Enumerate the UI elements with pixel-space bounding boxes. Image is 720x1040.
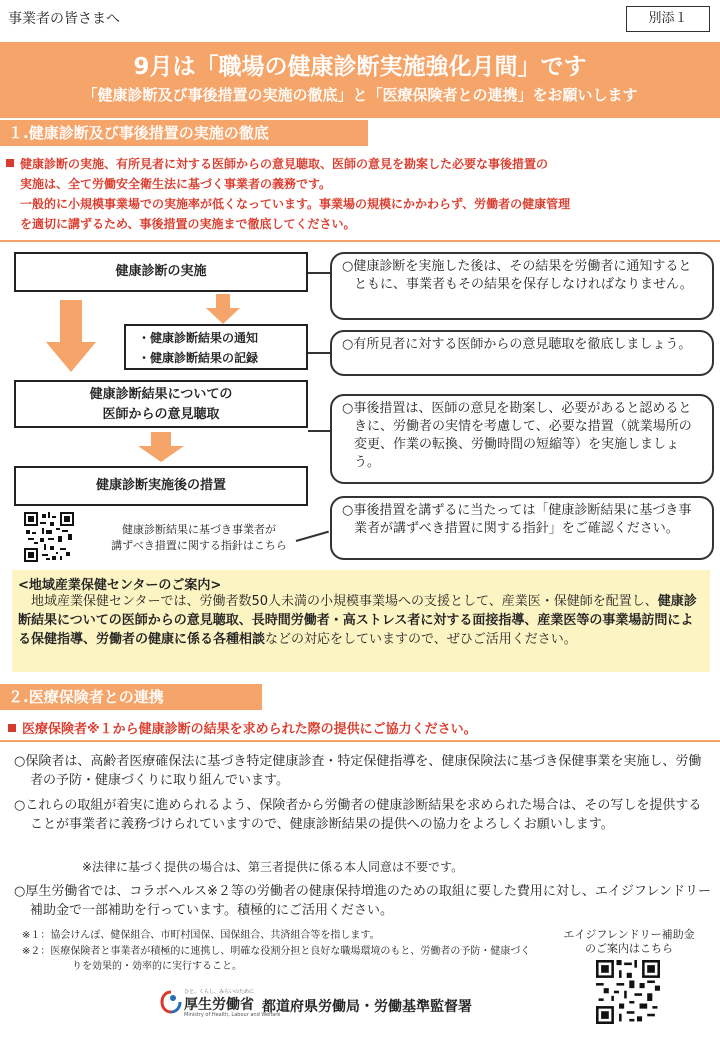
page-subtitle: 「健康診断及び事後措置の実施の徹底」と「医療保険者との連携」をお願いします <box>82 86 638 104</box>
note-bubble-opinion: ○有所見者に対する医師からの意見聴取を徹底しましょう。 <box>330 330 714 376</box>
footnote-1: ※１：協会けんぽ、健保組合、市町村国保、国保組合、共済組合等を指します。 <box>22 930 380 941</box>
ministry-tagline: ひと、くらし、みらいのために <box>184 989 255 995</box>
ministry-name: 厚生労働省 <box>184 997 254 1013</box>
flow-step-followup: 健康診断実施後の措置 <box>14 466 308 506</box>
flow-step-notify-record: ・健康診断結果の通知 ・健康診断結果の記録 <box>124 324 308 370</box>
flow-step-doctor-opinion: 健康診断結果についての 医師からの意見聴取 <box>14 380 308 428</box>
guideline-qr-code[interactable] <box>24 512 74 566</box>
section1-obligations <box>6 154 716 234</box>
subsidy-qr-code[interactable] <box>596 960 660 1028</box>
insurer-paragraph-2: ○これらの取組が着実に進められるよう、保険者から労働者の健康診断結果を求められた場合は、その写しを提供することが事業者に義務づけられていますので、健康診断結果の提供への協力をよろしくお願いします。 <box>14 798 702 832</box>
subsidy-paragraph: ○厚生労働省では、コラボヘルス※２等の労働者の健康保持増進のための取組に要した費用に対し、エイジフレンドリー補助金で一部補助を行っています。積極的にご活用ください。 <box>14 884 712 918</box>
obligation-line-2: 実施は、全て労働安全衛生法に基づく事業者の義務です。 <box>20 177 332 191</box>
ministry-logo-icon <box>160 990 182 1018</box>
guideline-qr-caption: 健康診断結果に基づき事業者が 講ずべき措置に関する指針はこちら <box>111 523 287 552</box>
section1-heading: １.健康診断及び事後措置の実施の徹底 <box>0 120 368 146</box>
flow-arrow-down-icon <box>138 432 184 462</box>
connector-line <box>308 272 330 274</box>
note-bubble-guideline: ○事後措置を講ずるに当たっては「健康診断結果に基づき事業者が講ずべき措置に関する指針」をご確認ください。 <box>330 496 714 560</box>
section2-heading: ２.医療保険者との連携 <box>0 684 262 710</box>
regional-center-title: <地域産業保健センターのご案内> <box>18 578 222 593</box>
flow-arrow-down-icon <box>46 300 96 372</box>
obligation-line-3: 一般的に小規模事業場での実施率が低くなっています。事業場の規模にかかわらず、労働者の健康管理 <box>20 197 571 211</box>
note-bubble-notify: ○健康診断を実施した後は、その結果を労働者に通知するとともに、事業者もその結果を保存しなければなりません。 <box>330 252 714 320</box>
insurer-paragraph-1: ○保険者は、高齢者医療確保法に基づき特定健康診査・特定保健指導を、健康保険法に基づき保健事業を実施し、労働者の予防・健康づくりに取り組んでいます。 <box>14 754 702 788</box>
issuing-office: 都道府県労働局・労働基準監督署 <box>262 999 472 1015</box>
attachment-label: 別添１ <box>626 6 710 32</box>
audience-label: 事業者の皆さまへ <box>8 11 120 27</box>
section2-divider <box>0 740 720 742</box>
connector-line <box>308 352 330 354</box>
square-bullet-icon <box>6 159 14 167</box>
consent-note: ※法律に基づく提供の場合は、第三者提供に係る本人同意は不要です。 <box>82 860 464 874</box>
square-bullet-icon <box>8 724 16 732</box>
obligation-line-4: を適切に講ずるため、事後措置の実施まで徹底してください。 <box>20 217 356 231</box>
flow-arrow-down-icon <box>206 294 240 324</box>
connector-line <box>308 430 330 432</box>
flow-step-checkup: 健康診断の実施 <box>14 252 308 292</box>
page-title: 9月は「職場の健康診断実施強化月間」です <box>133 54 587 80</box>
section2-lead: 医療保険者※１から健康診断の結果を求められた際の提供にご協力ください。 <box>8 718 718 737</box>
section1-divider <box>0 240 720 242</box>
note-bubble-measures: ○事後措置は、医師の意見を勘案し、必要があると認めるときに、労働者の実情を考慮して、必要な措置（就業場所の変更、作業の転換、労働時間の短縮等）を実施しましょう。 <box>330 394 714 484</box>
footnote-2: ※２：医療保険者と事業者が積極的に連携し、明確な役割分担と良好な職場環境のもと、労働者の予防・健康づくりを効果的・効率的に実行すること。 <box>22 946 531 972</box>
obligation-line-1: 健康診断の実施、有所見者に対する医師からの意見聴取、医師の意見を勘案した必要な事後措置の <box>6 154 716 174</box>
ministry-name-en: Ministry of Health, Labour and Welfare <box>184 1012 281 1018</box>
regional-center-text: 地域産業保健センターでは、労働者数50人未満の小規模事業場への支援として、産業医・保健師を配置し、健康診断結果についての医師からの意見聴取、長時間労働者・高ストレス者に対する面接指導、産業医等の事業場訪問による保健指導、労働者の健康に係る各種相談などの対応をしていますので、ぜひご活用ください。 <box>18 594 697 647</box>
subsidy-qr-caption: エイジフレンドリー補助金 のご案内はこちら <box>563 928 695 955</box>
